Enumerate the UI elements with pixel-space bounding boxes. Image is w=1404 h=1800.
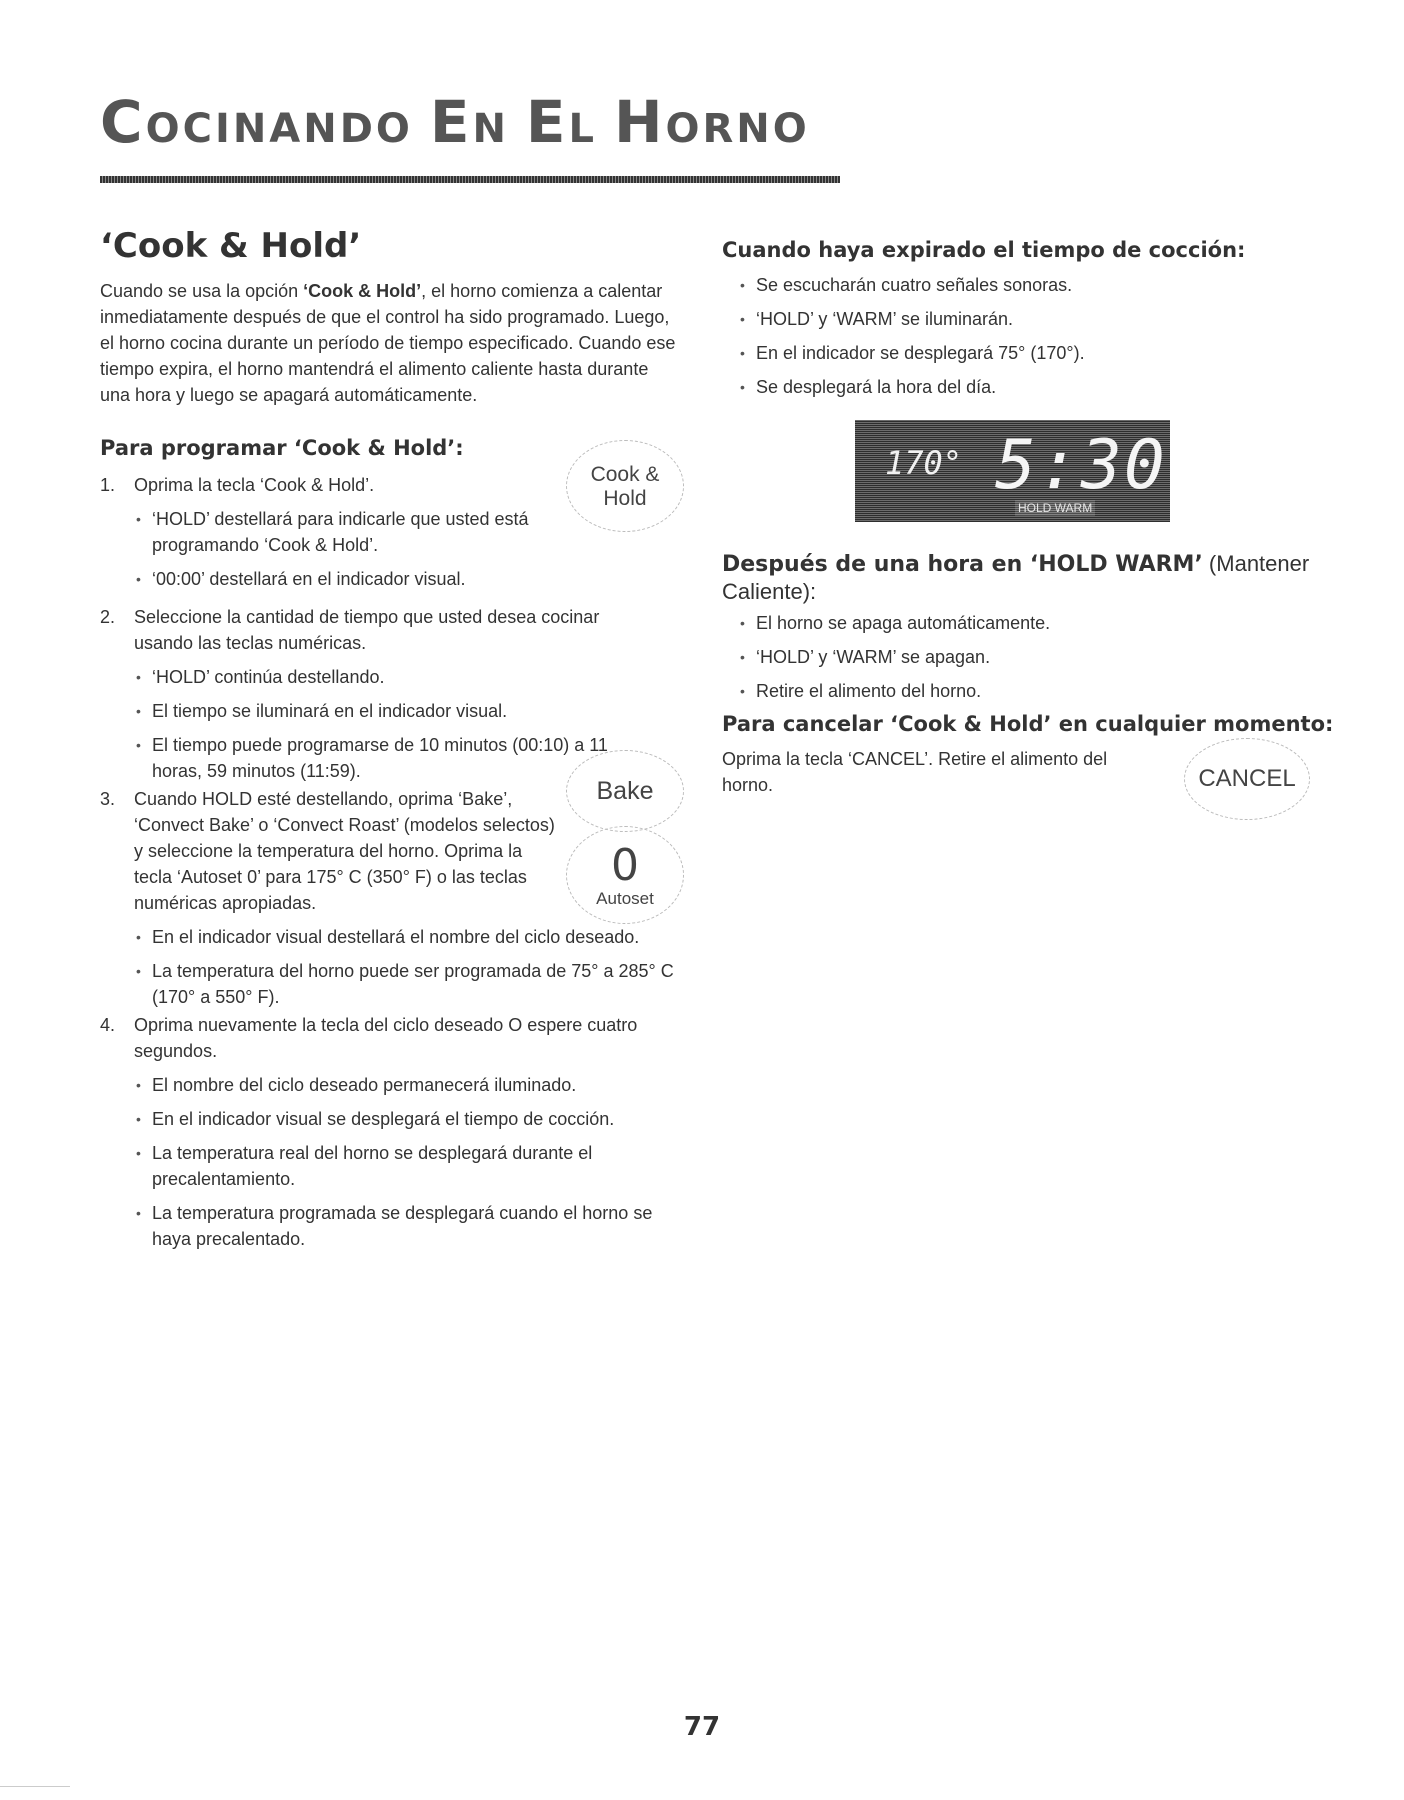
list-item: • En el indicador se desplegará 75° (170°). — [738, 340, 1298, 366]
display-hold-warm-label: HOLD WARM — [1015, 500, 1095, 516]
list-item: • Retire el alimento del horno. — [738, 678, 1298, 704]
autoset-key: 0 Autoset — [566, 826, 684, 924]
step-2: 2. Seleccione la cantidad de tiempo que usted desea cocinar usando las teclas numéricas. • ‘HOLD’ continúa destellando. • El tiempo se iluminará en el indicador visual. • El tiempo puede programarse de 10 minutos (00:10) a 11 horas, 59 minutos (11:59). — [100, 604, 660, 792]
list-item: • ‘HOLD’ y ‘WARM’ se iluminarán. — [738, 306, 1298, 332]
after-hour-list — [738, 610, 1298, 712]
cancel-key: CANCEL — [1184, 738, 1310, 820]
page-number: 77 — [683, 1712, 721, 1742]
list-item: • El nombre del ciclo deseado permanecerá iluminado. — [134, 1072, 674, 1098]
expired-list — [738, 272, 1298, 408]
section-heading-cook-hold: ‘Cook & Hold’ — [100, 226, 362, 266]
list-item: • La temperatura programada se desplegará cuando el horno se haya precalentado. — [134, 1200, 674, 1252]
step-4: 4. Oprima nuevamente la tecla del ciclo deseado O espere cuatro segundos. • El nombre del ciclo deseado permanecerá iluminado. • En el indicador visual se desplegará el tiempo de cocción. • La temperatura real del horno se desplegará durante el precalentamiento. • La temperatura programada se desplegará cuando el horno se haya precalentado. — [100, 1012, 680, 1260]
display-temperature: 170° — [885, 444, 963, 482]
scan-edge-line — [0, 1786, 70, 1787]
list-item: • La temperatura real del horno se desplegará durante el precalentamiento. — [134, 1140, 674, 1192]
list-item: • El tiempo puede programarse de 10 minutos (00:10) a 11 horas, 59 minutos (11:59). — [134, 732, 624, 784]
list-item: • ‘HOLD’ destellará para indicarle que usted está programando ‘Cook & Hold’. — [134, 506, 540, 558]
program-heading: Para programar ‘Cook & Hold’: — [100, 436, 464, 460]
list-item: • ‘HOLD’ continúa destellando. — [134, 664, 624, 690]
list-item: • ‘00:00’ destellará en el indicador visual. — [134, 566, 540, 592]
list-item: • Se escucharán cuatro señales sonoras. — [738, 272, 1298, 298]
list-item: • El tiempo se iluminará en el indicador visual. — [134, 698, 624, 724]
step-1: 1. Oprima la tecla ‘Cook & Hold’. • ‘HOLD’ destellará para indicarle que usted está programando ‘Cook & Hold’. • ‘00:00’ destellará en el indicador visual. — [100, 472, 540, 600]
cancel-paragraph: Oprima la tecla ‘CANCEL’. Retire el alimento del horno. — [722, 749, 1108, 795]
list-item: • En el indicador visual destellará el nombre del ciclo deseado. — [134, 924, 674, 950]
intro-bold-term: ‘Cook & Hold’ — [303, 281, 422, 301]
list-item: • La temperatura del horno puede ser programada de 75° a 285° C (170° a 550° F). — [134, 958, 674, 1010]
page-title: COCINANDO EN EL HORNO — [100, 88, 810, 156]
step-3: 3. Cuando HOLD esté destellando, oprima ‘Bake’, ‘Convect Bake’ o ‘Convect Roast’ (modelos selectos) y seleccione la temperatura del horno. Oprima la tecla ‘Autoset 0’ para 175° C (350° F) o las teclas numéricas apropiadas. • En el indicador visual destellará el nombre del ciclo deseado. • La temperatura del horno puede ser programada de 75° a 285° C (170° a 550° F). — [100, 786, 680, 1018]
cancel-heading: Para cancelar ‘Cook & Hold’ en cualquier momento: — [722, 712, 1334, 736]
list-item: • El horno se apaga automáticamente. — [738, 610, 1298, 636]
title-rule — [100, 176, 840, 183]
list-item: • En el indicador visual se desplegará el tiempo de cocción. — [134, 1106, 674, 1132]
list-item: • Se desplegará la hora del día. — [738, 374, 1298, 400]
oven-display — [855, 420, 1170, 522]
cook-hold-key: Cook & Hold — [566, 440, 684, 532]
intro-paragraph: Cuando se usa la opción ‘Cook & Hold’, el horno comienza a calentar inmediatamente después de que el control ha sido programado. Luego, el horno cocina durante un período de tiempo especificado. Cuando ese tiempo expira, el horno mantendrá el alimento caliente hasta durante una hora y luego se apagará automáticamente. — [100, 281, 676, 405]
expired-heading: Cuando haya expirado el tiempo de cocción: — [722, 238, 1246, 262]
display-time: 5:30 — [995, 426, 1167, 505]
bake-key: Bake — [566, 750, 684, 832]
list-item: • ‘HOLD’ y ‘WARM’ se apagan. — [738, 644, 1298, 670]
after-hour-heading: Después de una hora en ‘HOLD WARM’ (Mantener Caliente): — [722, 551, 1310, 604]
